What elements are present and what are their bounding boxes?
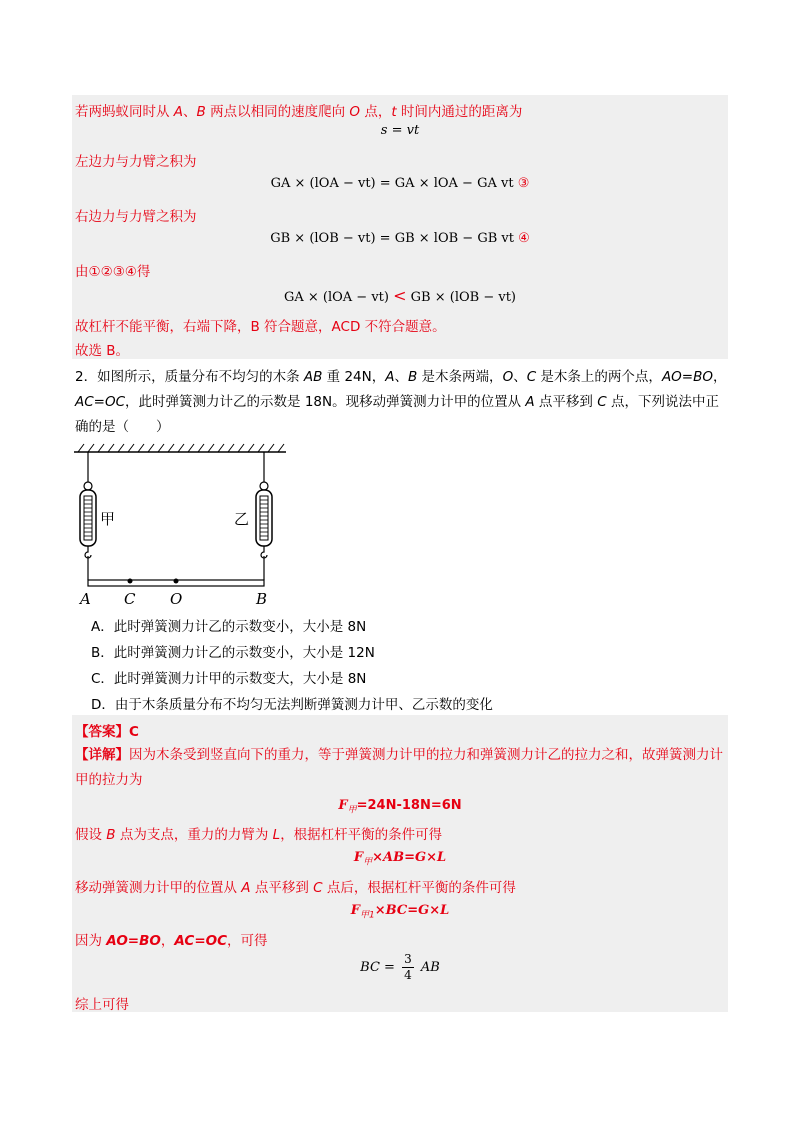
spring-scale-jia [80, 482, 96, 558]
spring-scale-yi [256, 482, 272, 558]
combine-label: 由①②③④得 [75, 264, 151, 280]
equation-inequality: GA × (lOA − vt) < GB × (lOB − vt) [283, 286, 517, 305]
left-moment-label: 左边力与力臂之积为 [75, 154, 197, 170]
point-C-dot [128, 579, 133, 584]
label-point-A: A [80, 590, 91, 608]
equation-distance: s = vt [380, 123, 420, 138]
label-yi: 乙 [234, 510, 250, 528]
point-O-dot [174, 579, 179, 584]
detail-text-5: 综上可得 [75, 997, 129, 1013]
label-point-O: O [170, 590, 183, 608]
option-d[interactable]: D．由于木条质量分布不均匀无法判断弹簧测力计甲、乙示数的变化 [91, 697, 493, 713]
equation-lever-2: $F_{甲1}\times BC=G\times L$ [350, 903, 450, 921]
detail-text-2: 假设 B 点为支点，重力的力臂为 L，根据杠杆平衡的条件可得 [75, 827, 443, 843]
detail-text-3: 移动弹簧测力计甲的位置从 A 点平移到 C 点后，根据杠杆平衡的条件可得 [75, 880, 516, 896]
fraction-three-quarters: $\frac{3}{4}$ [404, 952, 412, 982]
equation-left-moment: GA × (lOA − vt) = GA × lOA − GA vt ③ [270, 176, 530, 191]
option-a[interactable]: A．此时弹簧测力计乙的示数变小，大小是 8N [91, 619, 367, 635]
equation-lever-1: $F_甲\times AB=G\times L$ [353, 850, 447, 868]
detail-text-1: 【详解】因为木条受到竖直向下的重力，等于弹簧测力计甲的拉力和弹簧测力计乙的拉力之和，故弹簧测力计甲的拉力为 [75, 747, 723, 788]
label-point-B: B [256, 590, 268, 608]
label-point-C: C [124, 590, 136, 608]
lever-spring-scale-figure [72, 440, 292, 610]
conclusion-text: 故杠杆不能平衡，右端下降，B 符合题意，ACD 不符合题意。 [75, 319, 446, 335]
question-2-stem: 2．如图所示，质量分布不均匀的木条 AB 重 24N，A、B 是木条两端，O、C 是木条上的两个点，AO=BO，AC=OC，此时弹簧测力计乙的示数是 18N。现移动弹簧测力计甲的位置从 A 点平移到 C 点，下列说法中正确的是（ ） [75, 369, 727, 435]
option-c[interactable]: C．此时弹簧测力计甲的示数变大，大小是 8N [91, 671, 367, 687]
right-moment-label: 右边力与力臂之积为 [75, 209, 197, 225]
option-b[interactable]: B．此时弹簧测力计乙的示数变小，大小是 12N [91, 645, 375, 661]
choice-text: 故选 B。 [75, 343, 130, 359]
detail-text-4: 因为 AO=BO，AC=OC，可得 [75, 933, 268, 949]
equation-f-jia: $F_甲=24N-18N=6N$ [338, 798, 462, 816]
label-jia: 甲 [100, 510, 116, 528]
explanation-line-1: 若两蚂蚁同时从 A、B 两点以相同的速度爬向 O 点，t 时间内通过的距离为 [75, 104, 523, 120]
equation-right-moment: GB × (lOB − vt) = GB × lOB − GB vt ④ [270, 231, 530, 246]
answer-line: 【答案】C [75, 724, 139, 740]
equation-bc-fraction: BC = $\frac{3}{4}$ AB [360, 952, 440, 982]
